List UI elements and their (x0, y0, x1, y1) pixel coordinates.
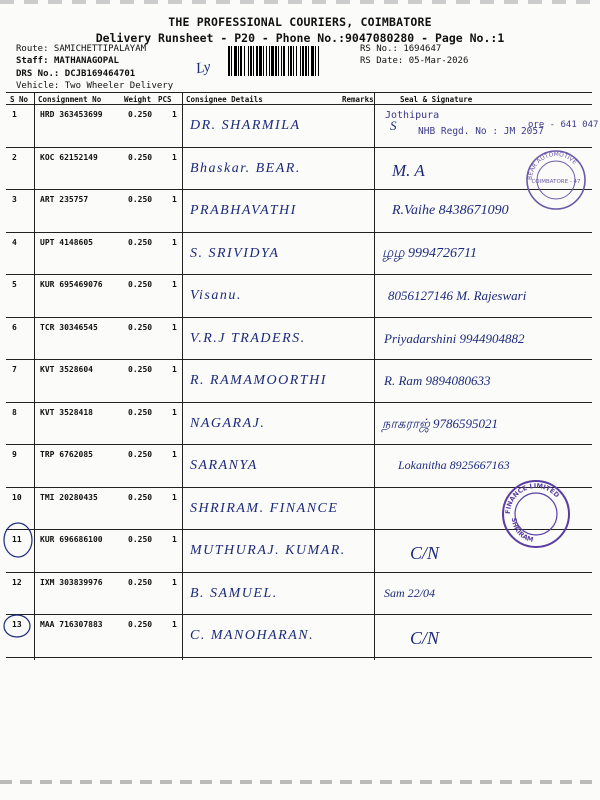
row-consignee-handwritten: C. MANOHARAN. (190, 628, 315, 643)
row-consignment-no: HRD 363453699 (40, 110, 103, 119)
row-weight: 0.250 (128, 322, 153, 332)
runsheet-subtitle: Delivery Runsheet - P20 - Phone No.:9047080280 - Page No.:1 (95, 31, 505, 45)
bottom-edge-mark (0, 780, 600, 784)
stamp-jothipura: Jothipura (385, 110, 440, 121)
row-signature: M. A (392, 160, 425, 180)
barcode (228, 46, 356, 76)
row-sno: 3 (12, 195, 17, 204)
drs-number: DCJB169464701 (64, 69, 136, 79)
row-sno: 9 (12, 450, 17, 459)
row-pcs: 1 (172, 535, 177, 544)
row-signature: Lokanitha 8925667163 (398, 458, 510, 472)
rs-date: RS Date: 05-Mar-2026 (360, 56, 469, 66)
row-pcs: 1 (172, 322, 177, 332)
bear-seal-ring-text: BEAR AUTOMOTIVE (526, 150, 579, 181)
top-edge-mark (0, 0, 600, 4)
row-rule (6, 232, 592, 233)
col-header-sno: S No (10, 95, 29, 104)
handwritten-initial: Ly (194, 58, 212, 78)
row-pcs: 1 (172, 365, 177, 374)
row-weight: 0.250 (128, 365, 153, 374)
drs-label: DRS No.: (16, 69, 60, 79)
row-pcs: 1 (172, 407, 177, 417)
stamp-nhb-regd: NHB Regd. No : JM 2057 (418, 126, 544, 137)
row-rule (6, 572, 592, 573)
row-sno: 4 (12, 237, 17, 247)
row-consignee-handwritten: DR. SHARMILA (190, 118, 301, 133)
bear-automotive-seal (524, 148, 588, 212)
shriram-seal-bottom-text: SHRIRAM (509, 517, 535, 544)
row-pcs: 1 (172, 110, 177, 119)
row-signature: 8056127146 M. Rajeswari (388, 288, 527, 303)
shriram-finance-seal (500, 478, 572, 550)
rs-number: RS No.: 1694647 (360, 44, 442, 54)
col-header-weight: Weight (124, 95, 152, 104)
row-sno: 7 (12, 365, 17, 374)
row-consignee-handwritten: Visanu. (190, 288, 242, 303)
row-weight: 0.250 (128, 577, 153, 587)
row-sno: 5 (12, 280, 17, 289)
row-consignment-no: KOC 62152149 (40, 152, 98, 162)
row-weight: 0.250 (128, 152, 153, 162)
shriram-seal-ring-text: FINANCE LIMITED (503, 481, 561, 515)
row-signature: Sam 22/04 (384, 585, 435, 600)
staff-name: MATHANAGOPAL (53, 56, 119, 66)
row-pcs: 1 (172, 450, 177, 459)
col-divider (34, 92, 35, 660)
row-signature: C/N (410, 543, 440, 563)
row-signature: நாகராஜ் 9786595021 (382, 415, 499, 431)
row-rule (6, 444, 592, 445)
row-weight: 0.250 (128, 492, 153, 502)
vehicle-label: Vehicle: Two Wheeler Delivery (16, 81, 174, 91)
row-rule (6, 402, 592, 403)
row-rule (6, 147, 592, 148)
row-consignment-no: TRP 6762085 (40, 450, 93, 459)
table-header-rule (6, 104, 592, 105)
col-header-remarks: Remarks (342, 95, 374, 104)
row-consignee-handwritten: MUTHURAJ. KUMAR. (190, 543, 346, 558)
row-consignee-handwritten: SHRIRAM. FINANCE (190, 500, 339, 516)
row-weight: 0.250 (128, 237, 153, 247)
row-consignment-no: TMI 20280435 (40, 492, 98, 502)
row-weight: 0.250 (128, 535, 153, 544)
row-signature: R.Vaihe 8438671090 (392, 203, 509, 218)
row-signature: ழழ 9994726711 (382, 245, 477, 261)
staff-line (16, 56, 119, 66)
row-signature: S (390, 118, 397, 133)
row-signature: R. Ram 9894080633 (384, 373, 491, 388)
row-consignment-no: KUR 696686100 (40, 535, 103, 544)
row-sno: 6 (12, 322, 17, 332)
row-sno: 13 (12, 620, 22, 629)
col-header-signature: Seal & Signature (400, 95, 473, 104)
row-weight: 0.250 (128, 280, 153, 289)
row-consignee-handwritten: V.R.J TRADERS. (190, 330, 306, 346)
row-pcs: 1 (172, 620, 177, 629)
bear-seal-city: COIMBATORE - 47 (531, 179, 581, 185)
row-consignee-handwritten: S. SRIVIDYA (190, 245, 280, 261)
row-11-circle-mark (2, 520, 36, 560)
table-top-rule (6, 92, 592, 93)
row-rule (6, 657, 592, 658)
row-13-circle-mark (2, 612, 32, 640)
drs-line (16, 69, 135, 79)
col-divider (374, 92, 375, 660)
col-divider (182, 92, 183, 660)
row-consignment-no: TCR 30346545 (40, 322, 98, 332)
row-consignment-no: KUR 695469076 (40, 280, 103, 289)
row-sno: 1 (12, 110, 17, 119)
col-header-pcs: PCS (158, 95, 172, 104)
row-weight: 0.250 (128, 450, 153, 459)
row-consignee-handwritten: SARANYA (190, 458, 258, 473)
row-pcs: 1 (172, 152, 177, 162)
route-label: Route: SAMICHETTIPALAYAM (16, 44, 147, 54)
row-rule (6, 359, 592, 360)
row-pcs: 1 (172, 280, 177, 289)
row-pcs: 1 (172, 492, 177, 502)
row-consignment-no: KVT 3528418 (40, 407, 93, 417)
row-consignment-no: MAA 716307883 (40, 620, 103, 629)
col-header-consignment: Consignment No (38, 95, 102, 104)
row-signature: Priyadarshini 9944904882 (384, 330, 525, 346)
row-rule (6, 274, 592, 275)
staff-label: Staff: (16, 56, 49, 66)
company-title: THE PROFESSIONAL COURIERS, COIMBATORE (168, 15, 432, 29)
row-consignment-no: UPT 4148605 (40, 237, 93, 247)
row-consignee-handwritten: NAGARAJ. (190, 415, 266, 431)
row-sno: 2 (12, 152, 17, 162)
row-pcs: 1 (172, 577, 177, 587)
row-sno: 10 (12, 492, 22, 502)
row-consignee-handwritten: PRABHAVATHI (190, 203, 297, 218)
row-pcs: 1 (172, 195, 177, 204)
row-weight: 0.250 (128, 110, 153, 119)
row-consignee-handwritten: Bhaskar. BEAR. (190, 160, 301, 176)
row-pcs: 1 (172, 237, 177, 247)
stamp-jothipura-pin: ore - 641 047 (528, 120, 599, 130)
row-consignee-handwritten: B. SAMUEL. (190, 585, 278, 601)
row-rule (6, 189, 592, 190)
row-consignment-no: ART 235757 (40, 195, 89, 204)
row-signature: C/N (410, 628, 440, 648)
row-weight: 0.250 (128, 407, 153, 417)
row-sno: 11 (12, 535, 22, 544)
col-header-consignee: Consignee Details (186, 95, 263, 104)
row-weight: 0.250 (128, 195, 153, 204)
row-rule (6, 614, 592, 615)
row-consignment-no: KVT 3528604 (40, 365, 93, 374)
row-rule (6, 317, 592, 318)
row-weight: 0.250 (128, 620, 153, 629)
row-consignment-no: IXM 303839976 (40, 577, 103, 587)
row-sno: 8 (12, 407, 17, 417)
row-sno: 12 (12, 577, 22, 587)
row-consignee-handwritten: R. RAMAMOORTHI (190, 373, 327, 388)
